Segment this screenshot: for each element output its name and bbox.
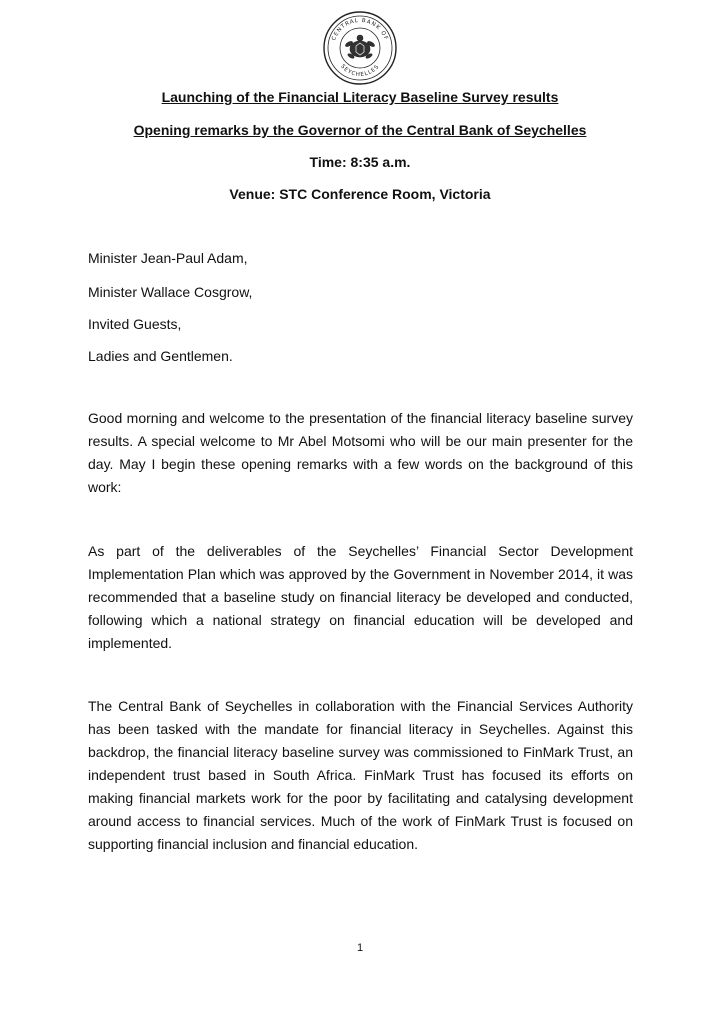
page-number: 1 <box>356 942 364 954</box>
paragraph: The Central Bank of Seychelles in collaboration with the Financial Services Authority has been tasked with the mandate for financial literacy in Seychelles. Against this backdrop, the financial literacy baseline survey was commissioned to FinMark Trust, an independent trust based in South Africa. FinMark Trust has focused its efforts on making financial markets work for the poor by facilitating and catalysing development around access to financial services. Much of the work of FinMark Trust is focused on supporting financial inclusion and financial education. <box>88 698 633 852</box>
salutation-line: Invited Guests, <box>88 316 182 332</box>
salutation-line: Ladies and Gentlemen. <box>88 348 233 364</box>
paragraph: As part of the deliverables of the Seychelles’ Financial Sector Development Implementation Plan which was approved by the Government in November 2014, it was recommended that a baseline study on financial literacy be developed and conducted, following which a national strategy on financial education will be developed and implemented. <box>88 543 633 651</box>
svg-text:SEYCHELLES <box>339 64 381 78</box>
central-bank-seal-logo <box>322 10 398 86</box>
seal-text-bottom: SEYCHELLES <box>339 63 381 79</box>
event-time: Time: 8:35 a.m. <box>309 154 411 170</box>
salutation-line: Minister Wallace Cosgrow, <box>88 284 253 300</box>
seal-text-top: CENTRAL BANK OF <box>331 17 389 42</box>
document-subtitle: Opening remarks by the Governor of the Central Bank of Seychelles <box>133 122 587 138</box>
turtle-icon <box>345 35 376 59</box>
paragraph: Good morning and welcome to the presentation of the financial literacy baseline survey results. A special welcome to Mr Abel Motsomi who will be our main presenter for the day. May I begin these opening remarks with a few words on the background of this work: <box>88 410 633 495</box>
event-venue: Venue: STC Conference Room, Victoria <box>229 186 491 202</box>
document-title: Launching of the Financial Literacy Baseline Survey results <box>161 89 559 105</box>
salutation-line: Minister Jean-Paul Adam, <box>88 250 248 266</box>
